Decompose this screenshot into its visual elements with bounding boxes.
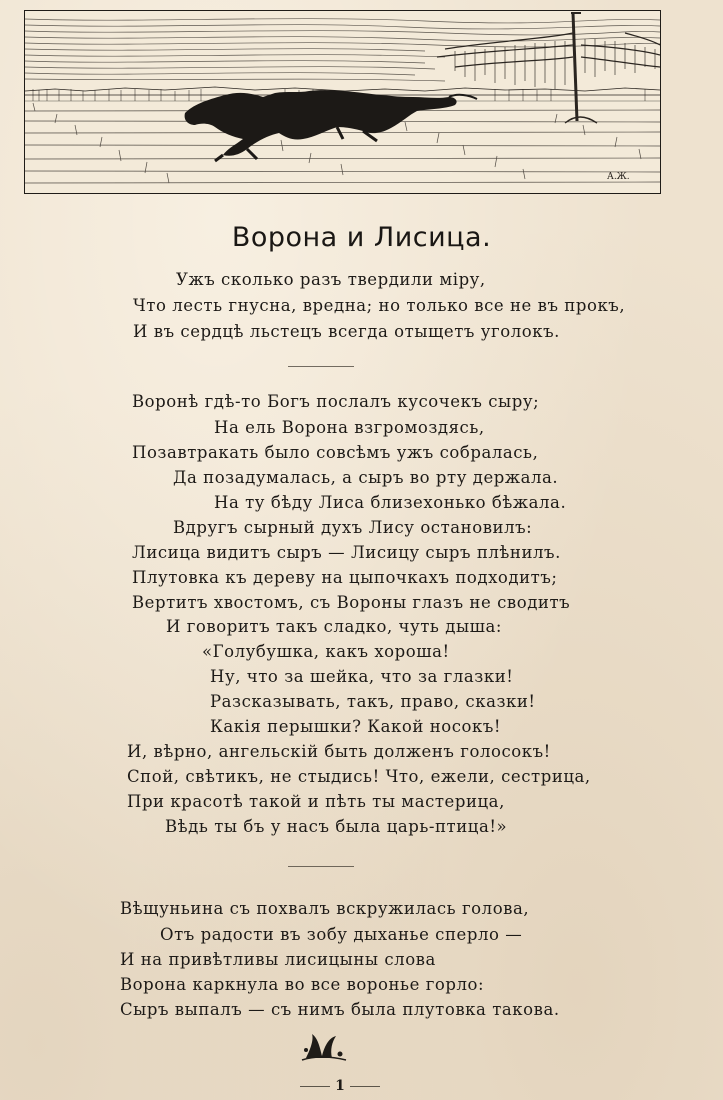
page-number: 1	[335, 1078, 345, 1094]
poem-line: Воронѣ гдѣ-то Богъ послалъ кусочекъ сыру;	[132, 392, 540, 411]
poem-title: Ворона и Лисица.	[231, 222, 492, 253]
poem-line: На ту бѣду Лиса близехонько бѣжала.	[214, 493, 567, 512]
poem-line: Что лесть гнусна, вредна; но только все не въ прокъ,	[133, 296, 626, 315]
fox-silhouette	[185, 90, 477, 161]
section-divider	[288, 866, 354, 867]
poem-line: При красотѣ такой и пѣть ты мастерица,	[127, 792, 505, 811]
poem-line: Какiя перышки? Какой носокъ!	[210, 717, 502, 736]
poem-line: Да позадумалась, а сыръ во рту держала.	[173, 468, 559, 487]
poem-line: Ну, что за шейка, что за глазки!	[210, 667, 514, 686]
poem-line: Разсказывать, такъ, право, сказки!	[210, 692, 536, 711]
poem-line: Плутовка къ дереву на цыпочкахъ подходитъ;	[132, 568, 558, 587]
fox-illustration	[24, 10, 661, 194]
poem-line: И на привѣтливы лисицыны слова	[120, 950, 436, 969]
poem-line: Сыръ выпалъ — съ нимъ была плутовка такова.	[120, 1000, 560, 1019]
poem-line: Отъ радости въ зобу дыханье сперло —	[160, 925, 523, 944]
poem-line: На ель Ворона взгромоздясь,	[214, 418, 485, 437]
folio-dash-right	[350, 1086, 380, 1087]
poem-line: И говоритъ такъ сладко, чуть дыша:	[166, 617, 503, 636]
poem-line: Ворона каркнула во все воронье горло:	[120, 975, 485, 994]
poem-line: «Голубушка, какъ хороша!	[202, 642, 450, 661]
folio-dash-left	[300, 1086, 330, 1087]
poem-line: Вѣщуньина съ похвалъ вскружилась голова,	[120, 899, 530, 918]
poem-line: Спой, свѣтикъ, не стыдись! Что, ежели, сестрица,	[127, 767, 591, 786]
page-folio	[300, 1078, 380, 1094]
poem-line: Вѣдь ты бъ у насъ была царь-птица!»	[165, 817, 508, 836]
section-divider	[288, 366, 354, 367]
poem-line: Ужъ сколько разъ твердили мiру,	[176, 270, 486, 289]
artist-signature: А.Ж.	[607, 172, 630, 182]
poem-line: И въ сердцѣ льстецъ всегда отыщетъ уголокъ.	[133, 322, 560, 341]
poem-line: И, вѣрно, ангельскiй быть долженъ голосокъ!	[127, 742, 551, 761]
poem-line: Вертитъ хвостомъ, съ Вороны глазъ не сводитъ	[132, 593, 571, 612]
poem-line: Лисица видитъ сыръ — Лисицу сыръ плѣнилъ.	[132, 543, 561, 562]
floral-ornament	[300, 1030, 348, 1064]
poem-line: Вдругъ сырный духъ Лису остановилъ:	[173, 518, 533, 537]
spruce-tree	[437, 13, 660, 123]
poem-line: Позавтракать было совсѣмъ ужъ собралась,	[132, 443, 539, 462]
